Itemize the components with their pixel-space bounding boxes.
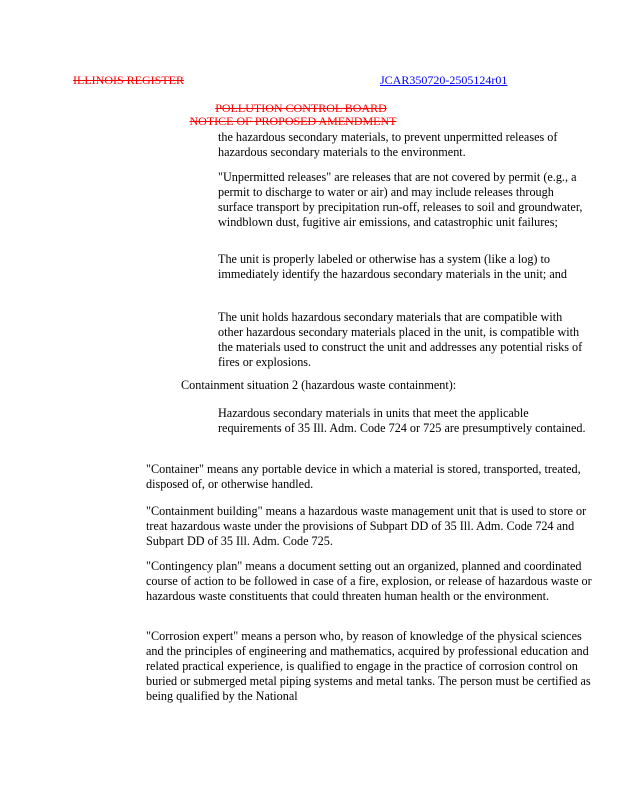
board-title: POLLUTION CONTROL BOARD	[215, 101, 387, 115]
notice-title: NOTICE OF PROPOSED AMENDMENT	[189, 114, 397, 128]
definition-contingency-plan: "Contingency plan" means a document setting out an organized, planned and coordinated course of action to be followed in case of a fire, explosion, or release of hazardous waste or hazardous waste constituents that could threaten human health or the environment.	[146, 559, 592, 603]
definition-container: "Container" means any portable device in which a material is stored, transported, treated, disposed of, or otherwise handled.	[146, 462, 581, 491]
paragraph-unit-labeled: The unit is properly labeled or otherwise has a system (like a log) to immediately identify the hazardous secondary materials in the unit; and	[218, 252, 567, 281]
paragraph-presumptively-contained: Hazardous secondary materials in units that meet the applicable requirements of 35 Ill. Adm. Code 724 or 725 are presumptively contained.	[218, 406, 586, 435]
paragraph-unit-compatible: The unit holds hazardous secondary materials that are compatible with other hazardous secondary materials placed in the unit, is compatible with the materials used to construct the unit and addresses any potential risks of fires or explosions.	[218, 310, 583, 369]
definition-containment-building: "Containment building" means a hazardous waste management unit that is used to store or treat hazardous waste under the provisions of Subpart DD of 35 Ill. Adm. Code 724 and Subpart DD of 35 Ill. Adm. Code 725.	[146, 504, 587, 548]
register-header: ILLINOIS REGISTER	[73, 73, 184, 87]
definition-corrosion-expert: "Corrosion expert" means a person who, by reason of knowledge of the physical sciences and the principles of engineering and mathematics, acquired by professional education and related practical experience, is qualified to engage in the practice of corrosion control on buried or submerged metal piping systems and metal tanks. The person must be certified as being qualified by the National	[146, 629, 591, 703]
paragraph-unpermitted-releases: "Unpermitted releases" are releases that are not covered by permit (e.g., a permit to discharge to water or air) and may include releases through surface transport by precipitation run-off, releases to soil and groundwater, windblown dust, fugitive air emissions, and catastrophic unit failures;	[218, 170, 583, 229]
paragraph-containment-situation-2: Containment situation 2 (hazardous waste containment):	[181, 378, 457, 392]
document-id-link[interactable]: JCAR350720-2505124r01	[380, 73, 508, 87]
paragraph-continuation: the hazardous secondary materials, to prevent unpermitted releases of hazardous secondary materials to the environment.	[218, 130, 558, 159]
